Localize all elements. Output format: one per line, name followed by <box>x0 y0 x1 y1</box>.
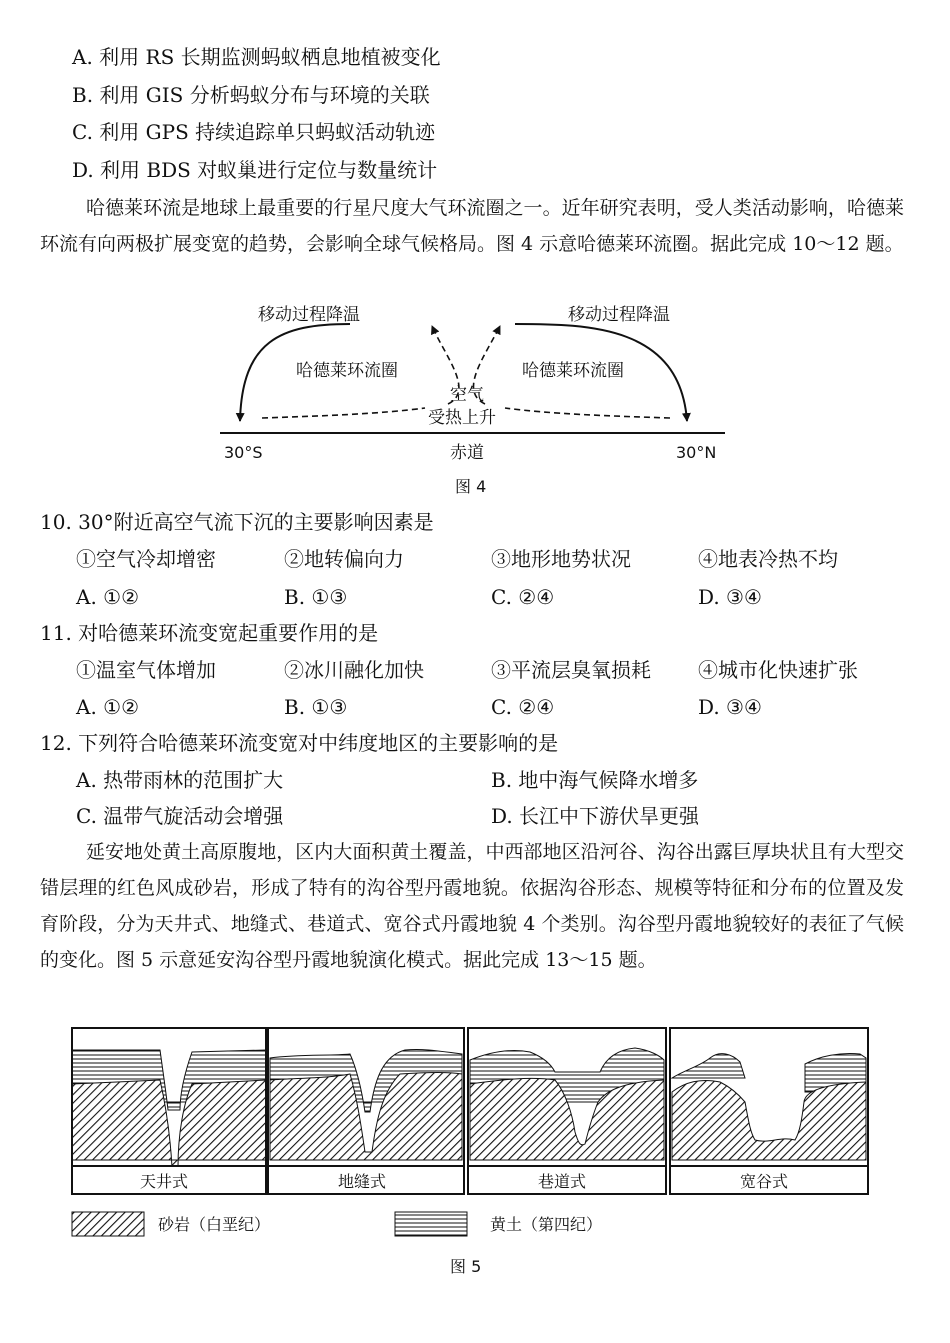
label-30n: 30°N <box>676 443 717 462</box>
label-30s: 30°S <box>224 443 263 462</box>
q11-item-3: ③平流层臭氧损耗 <box>491 658 651 682</box>
q10-choice-b: B. ①③ <box>284 585 348 609</box>
legend-loess-label: 黄土（第四纪） <box>490 1215 603 1234</box>
panel-label: 地缝式 <box>338 1172 387 1191</box>
panel-tianjing <box>72 1028 266 1292</box>
option-c: C. 利用 GPS 持续追踪单只蚂蚁活动轨迹 <box>72 120 436 144</box>
q12-choice-b: B. 地中海气候降水增多 <box>491 768 699 792</box>
q11-item-4: ④城市化快速扩张 <box>698 658 858 682</box>
q10-item-4: ④地表冷热不均 <box>698 547 838 571</box>
q11-choice-b: B. ①③ <box>284 695 348 719</box>
q10-item-2: ②地转偏向力 <box>284 547 404 571</box>
panel-difeng <box>268 1028 464 1194</box>
panel-label: 宽谷式 <box>740 1172 789 1191</box>
q10-choice-a: A. ①② <box>76 585 140 609</box>
figure-5-caption: 图 5 <box>450 1257 482 1276</box>
sandstone-layer <box>672 1080 866 1160</box>
sandstone-layer <box>72 1080 266 1167</box>
q11-choice-c: C. ②④ <box>491 695 555 719</box>
q11-item-2: ②冰川融化加快 <box>284 658 424 682</box>
figure-5-danxia-evolution <box>60 1022 880 1292</box>
label-left-cooling: 移动过程降温 <box>258 305 360 325</box>
q11-choice-a: A. ①② <box>76 695 140 719</box>
q10-choice-d: D. ③④ <box>698 585 762 609</box>
panel-xiangdao <box>468 1028 666 1194</box>
label-left-cell: 哈德莱环流圈 <box>296 361 398 381</box>
q10-choice-c: C. ②④ <box>491 585 555 609</box>
label-equator: 赤道 <box>450 443 484 463</box>
sandstone-layer <box>270 1073 462 1161</box>
legend-sandstone-swatch <box>72 1212 144 1236</box>
q11-stem: 11. 对哈德莱环流变宽起重要作用的是 <box>40 621 379 645</box>
q11-item-1: ①温室气体增加 <box>76 658 216 682</box>
panel-label: 天井式 <box>140 1172 189 1191</box>
q12-stem: 12. 下列符合哈德莱环流变宽对中纬度地区的主要影响的是 <box>40 731 559 755</box>
right-surface-flow <box>505 408 670 418</box>
left-surface-flow <box>262 408 425 418</box>
label-right-cooling: 移动过程降温 <box>568 305 670 325</box>
figure-4-hadley-cell <box>200 296 740 501</box>
passage-hadley: 哈德莱环流是地球上最重要的行星尺度大气环流圈之一。近年研究表明，受人类活动影响，哈德莱环流有向两极扩展变宽的趋势，会影响全球气候格局。图 4 示意哈德莱环流圈。据此完成 10～12 题。 <box>40 197 904 255</box>
legend-sandstone-label: 砂岩（白垩纪） <box>158 1215 271 1234</box>
figure-4-caption: 图 4 <box>455 477 487 496</box>
q11-choice-d: D. ③④ <box>698 695 762 719</box>
q10-stem: 10. 30°附近高空气流下沉的主要影响因素是 <box>40 510 434 534</box>
legend-loess-swatch <box>395 1212 467 1236</box>
q12-choice-c: C. 温带气旋活动会增强 <box>76 804 284 828</box>
option-d: D. 利用 BDS 对蚁巢进行定位与数量统计 <box>72 158 438 182</box>
passage-danxia: 延安地处黄土高原腹地，区内大面积黄土覆盖，中西部地区沿河谷、沟谷出露巨厚块状且有大型交错层理的红色风成砂岩，形成了特有的沟谷型丹霞地貌。依据沟谷形态、规模等特征和分布的位置及发育阶段，分为天井式、地缝式、巷道式、宽谷式丹霞地貌 4 个类别。沟谷型丹霞地貌较好的表征了气候的变化。图 5 示意延安沟谷型丹霞地貌演化模式。据此完成 13～15 题。 <box>40 841 904 971</box>
option-b: B. 利用 GIS 分析蚂蚁分布与环境的关联 <box>72 83 430 107</box>
q12-choice-d: D. 长江中下游伏旱更强 <box>491 804 700 828</box>
panel-kuangu <box>670 1028 868 1194</box>
q12-choice-a: A. 热带雨林的范围扩大 <box>76 768 284 792</box>
label-air: 空气 <box>450 385 484 405</box>
label-right-cell: 哈德莱环流圈 <box>522 361 624 381</box>
panel-label: 巷道式 <box>538 1172 587 1191</box>
q10-item-1: ①空气冷却增密 <box>76 547 216 571</box>
option-a: A. 利用 RS 长期监测蚂蚁栖息地植被变化 <box>72 45 441 69</box>
label-heated-rising: 受热上升 <box>428 408 496 428</box>
q10-item-3: ③地形地势状况 <box>491 547 631 571</box>
